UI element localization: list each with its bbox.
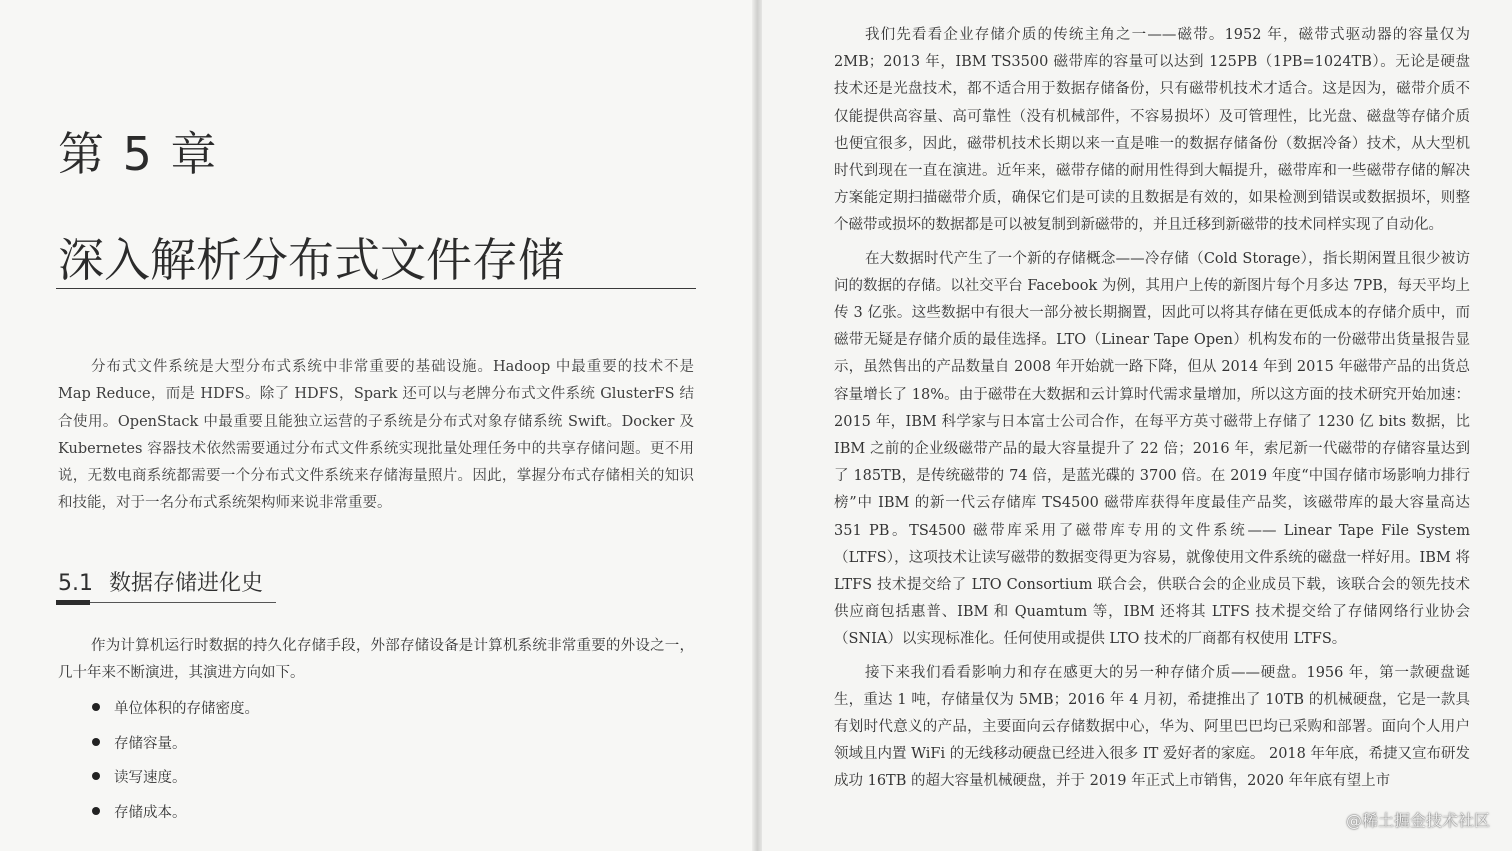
chapter-number: 第 5 章 xyxy=(58,127,219,181)
bullet-icon xyxy=(92,772,100,780)
right-page-text xyxy=(834,22,1470,802)
section-body-paragraph: 作为计算机运行时数据的持久化存储手段，外部存储设备是计算机系统非常重要的外设之一，几十年来不断演进，其演进方向如下。 xyxy=(58,638,694,682)
paragraph-cold-storage: 在大数据时代产生了一个新的存储概念——冷存储（Cold Storage），指长期闲置且很少被访问的数据的存储。以社交平台 Facebook 为例，其用户上传的新图片每个月多达 7PB，每天平均上传 3 亿张。这些数据中有很大一部分被长期搁置，因此可以将其存储在更低成本的存储介质中，而磁带无疑是存储介质的最佳选择。LTO（Linear Tape Open）机构发布的一份磁带出货量报告显示，虽然售出的产品数量自 2008 年开始就一路下降，但从 2014 年到 2015 年磁带产品的出货总容量增长了 18%。由于磁带在大数据和云计算时代需求量增加，所以这方面的技术研究开始加速：2015 年，IBM 科学家与日本富士公司合作，在每平方英寸磁带上存储了 1230 亿 bits 数据，比 IBM 之前的企业级磁带产品的最大容量提升了 22 倍；2016 年，索尼新一代磁带的存储容量达到了 185TB，是传统磁带的 74 倍，是蓝光碟的 3700 倍。在 2019 年度“中国存储市场影响力排行榜”中 IBM 的新一代云存储库 TS4500 磁带库获得年度最佳产品奖，该磁带库的最大容量高达 351 PB。TS4500 磁带库采用了磁带库专用的文件系统—— Linear Tape File System（LTFS），这项技术让读写磁带的数据变得更为容易，就像使用文件系统的磁盘一样好用。IBM 将 LTFS 技术提交给了 LTO Consortium 联合会，供联合会的企业成员下载，该联合会的领先技术供应商包括惠普、IBM 和 Quamtum 等，IBM 还将其 LTFS 技术提交给了存储网络行业协会（SNIA）以实现标准化。任何使用或提供 LTO 技术的厂商都有权使用 LTFS。 xyxy=(834,250,1470,648)
paragraph-tape-storage: 我们先看看企业存储介质的传统主角之一——磁带。1952 年，磁带式驱动器的容量仅为2MB；2013 年，IBM TS3500 磁带库的容量可以达到 125PB（1PB=1024TB）。无论是硬盘技术还是光盘技术，都不适合用于数据存储备份，只有磁带机技术才适合。这是因为，磁带介质不仅能提供高容量、高可靠性（没有机械部件，不容易损坏）及可管理性，比光盘、磁盘等存储介质也便宜很多，因此，磁带机技术长期以来一直是唯一的数据存储备份（数据冷备）技术，从大型机时代到现在一直在演进。近年来，磁带存储的耐用性得到大幅提升，磁带库和一些磁带存储的解决方案能定期扫描磁带介质，确保它们是可读的且数据是有效的，如果检测到错误或数据损坏，则整个磁带或损坏的数据都是可以被复制到新磁带的，并且迁移到新磁带的技术同样实现了自动化。 xyxy=(834,27,1470,234)
bullet-icon xyxy=(92,807,100,815)
paragraph-hard-disk: 接下来我们看看影响力和存在感更大的另一种存储介质——硬盘。1956 年，第一款硬盘诞生，重达 1 吨，存储量仅为 5MB；2016 年 4 月初，希捷推出了 10TB 的机械硬盘，它是一款具有划时代意义的产品，主要面向云存储数据中心，华为、阿里巴巴均已采购和部署。面向个人用户领域且内置 WiFi 的无线移动硬盘已经进入很多 IT 爱好者的家庭。 2018 年年底，希捷又宣布研发成功 16TB 的超大容量机械硬盘，并于 2019 年正式上市销售，2020 年年底有望上市 xyxy=(834,664,1470,790)
section-heading xyxy=(58,566,263,597)
chapter-intro-paragraph: 分布式文件系统是大型分布式系统中非常重要的基础设施。Hadoop 中最重要的技术不是 Map Reduce，而是 HDFS。除了 HDFS，Spark 还可以与老牌分布式文件系统 GlusterFS 结合使用。OpenStack 中最重要且能独立运营的子系统是分布式对象存储系统 Swift。Docker 及 Kubernetes 容器技术依然需要通过分布式文件系统实现批量处理任务中的共享存储问题。更不用说，无数电商系统都需要一个分布式文件系统来存储海量照片。因此，掌握分布式存储相关的知识和技能，对于一名分布式系统架构师来说非常重要。 xyxy=(58,359,694,512)
watermark: @稀土掘金技术社区 xyxy=(1345,811,1490,830)
chapter-title: 深入解析分布式文件存储 xyxy=(58,233,564,287)
section-number: 5.1 xyxy=(58,571,93,596)
list-item: 读写速度。 xyxy=(92,763,259,798)
chapter-divider xyxy=(56,288,696,289)
list-item: 单位体积的存储密度。 xyxy=(92,694,259,729)
right-page xyxy=(762,0,1512,851)
bullet-list xyxy=(92,694,259,832)
list-item: 存储容量。 xyxy=(92,729,259,764)
list-item: 存储成本。 xyxy=(92,798,259,833)
bullet-icon xyxy=(92,703,100,711)
bullet-icon xyxy=(92,738,100,746)
section-underline-accent xyxy=(56,600,90,605)
section-title: 数据存储进化史 xyxy=(109,571,264,596)
